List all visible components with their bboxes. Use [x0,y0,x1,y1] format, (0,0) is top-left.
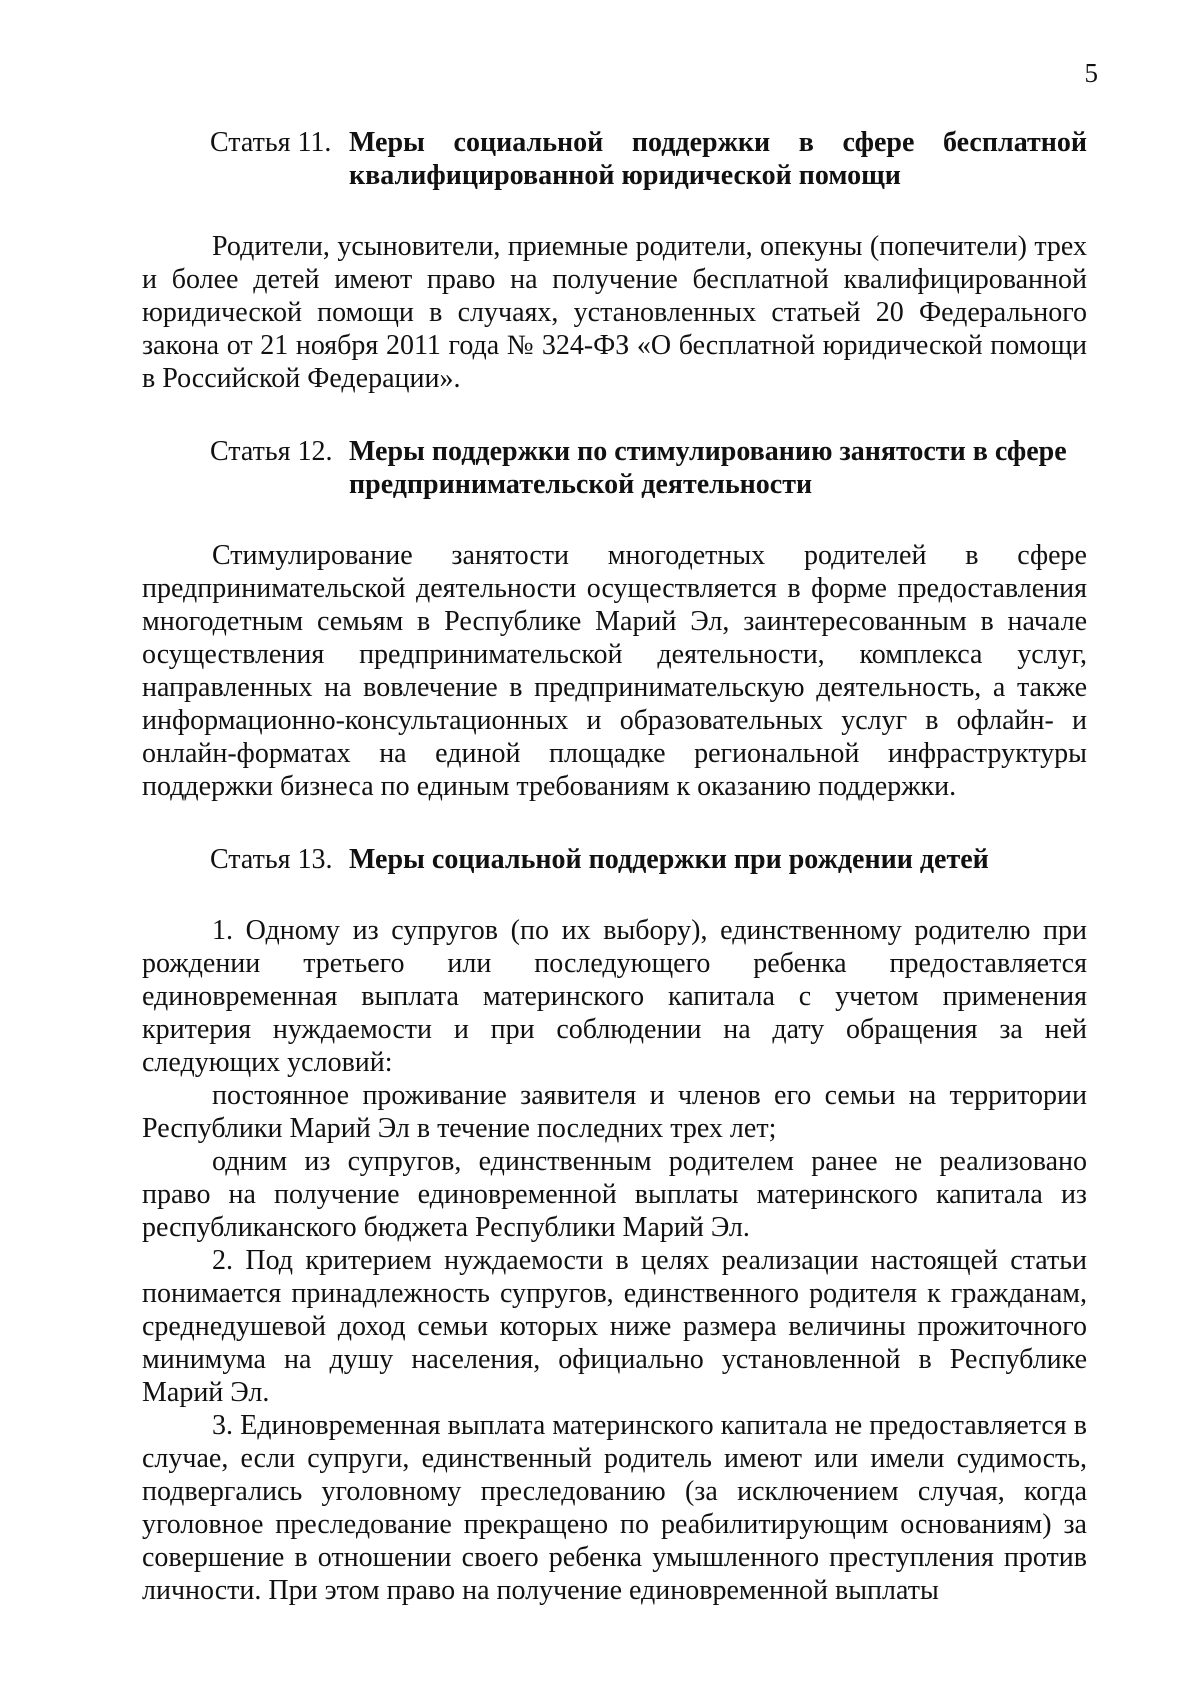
article-number: Статья 12. [210,436,333,467]
article-11-heading [142,126,1087,192]
article-13-paragraph-5: 3. Единовременная выплата материнского капитала не предоставляется в случае, если супруги, единственный родитель имеют или имели судимость, подвергались уголовному преследованию (за исключением случая, когда уголовное преследование прекращено по реабилитирующим основаниям) за совершение в отношении своего ребенка умышленного преступления против личности. При этом право на получение единовременной выплаты [142,1410,1087,1606]
article-13-paragraph-1: 1. Одному из супругов (по их выбору), единственному родителю при рождении третьего или последующего ребенка предоставляется единовременная выплата материнского капитала с учетом применения критерия нуждаемости и при соблюдении на дату обращения за ней следующих условий: [142,915,1087,1078]
article-title: Меры социальной поддержки в сфере бесплатной квалифицированной юридической помощи [349,127,1087,191]
page-number: 5 [1084,58,1098,88]
article-12-heading [142,435,1087,501]
article-11-paragraph-1: Родители, усыновители, приемные родители, опекуны (попечители) трех и более детей имеют право на получение бесплатной квалифицированной юридической помощи в случаях, установленных статьей 20 Федерального закона от 21 ноября 2011 года № 324-ФЗ «О бесплатной юридической помощи в Российской Федерации». [142,231,1087,394]
page-content [142,126,1087,1607]
article-13-paragraph-4: 2. Под критерием нуждаемости в целях реализации настоящей статьи понимается принадлежность супругов, единственного родителя к гражданам, среднедушевой доход семьи которых ниже размера величины прожиточного минимума на душу населения, официально установленной в Республике Марий Эл. [142,1245,1087,1408]
article-13-heading [142,843,1087,876]
article-13-paragraph-2: постоянное проживание заявителя и членов его семьи на территории Республики Марий Эл в течение последних трех лет; [142,1080,1087,1144]
article-number: Статья 11. [210,127,332,158]
article-title: Меры социальной поддержки при рождении детей [349,844,989,875]
article-title: Меры поддержки по стимулированию занятости в сфере предпринимательской деятельности [349,436,1067,500]
article-13-paragraph-3: одним из супругов, единственным родителем ранее не реализовано право на получение единовременной выплаты материнского капитала из республиканского бюджета Республики Марий Эл. [142,1146,1087,1243]
article-number: Статья 13. [210,844,333,875]
article-12-paragraph-1: Стимулирование занятости многодетных родителей в сфере предпринимательской деятельности осуществляется в форме предоставления многодетным семьям в Республике Марий Эл, заинтересованным в начале осуществления предпринимательской деятельности, комплекса услуг, направленных на вовлечение в предпринимательскую деятельность, а также информационно-консультационных и образовательных услуг в офлайн- и онлайн-форматах на единой площадке региональной инфраструктуры поддержки бизнеса по единым требованиям к оказанию поддержки. [142,540,1087,802]
